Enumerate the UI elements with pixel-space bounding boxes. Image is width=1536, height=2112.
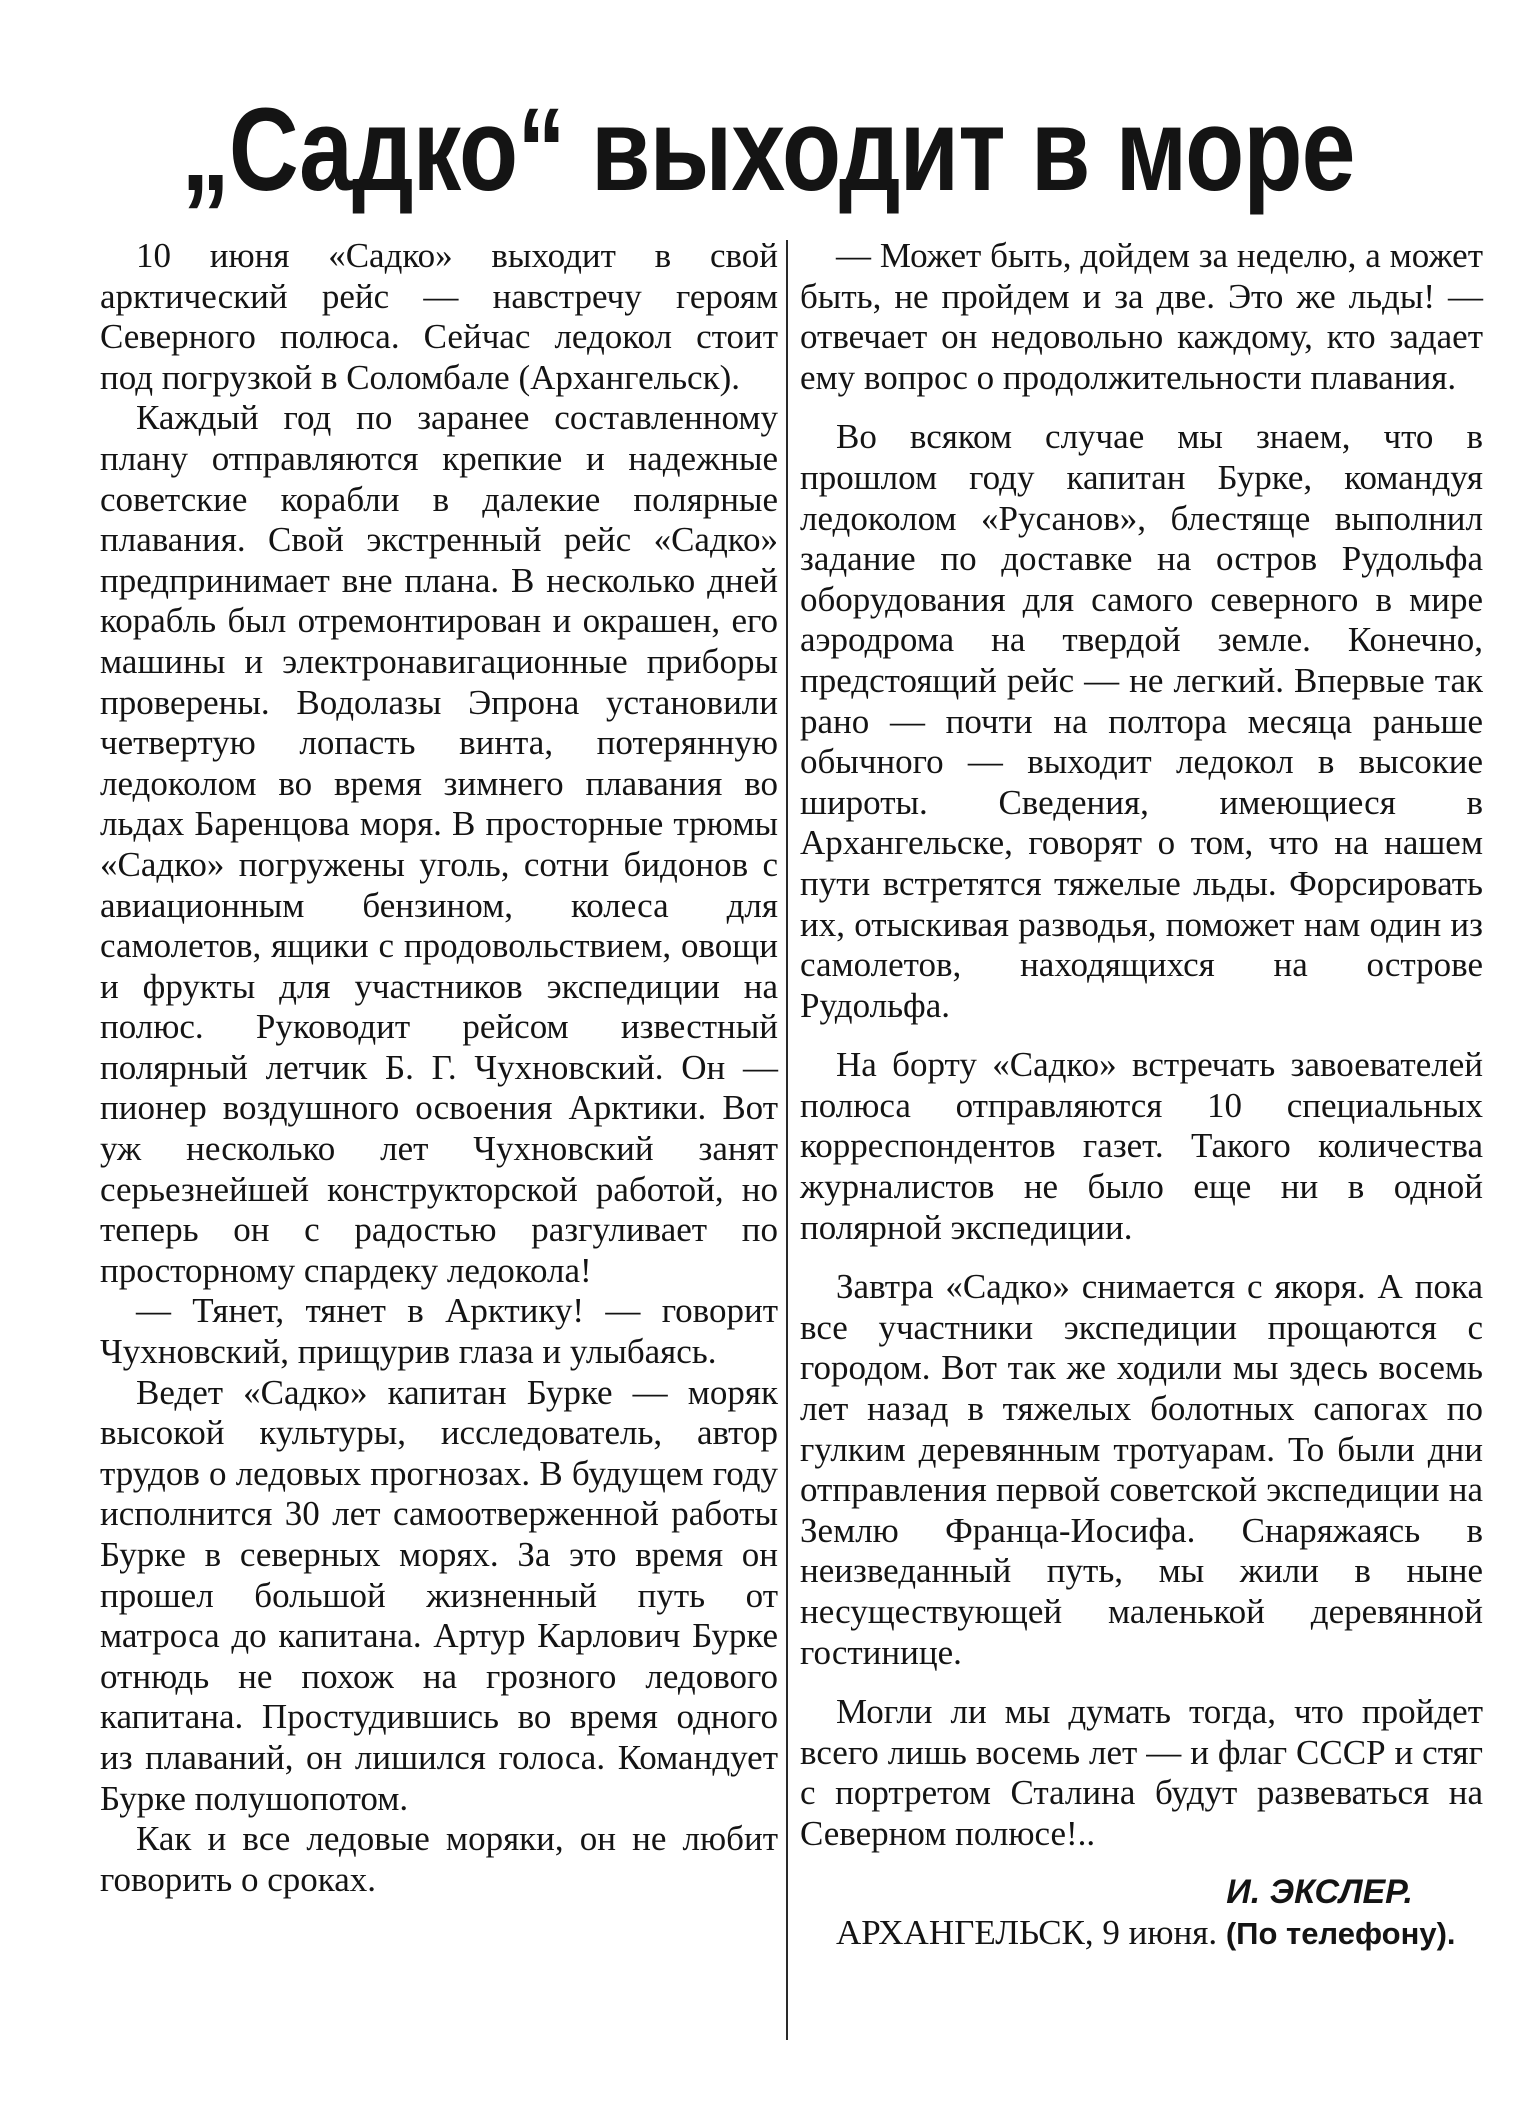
paragraph: Во всяком случае мы знаем, что в прошлом году капитан Бурке, командуя ледоколом «Русанов», блестяще выполнил задание по доставке на остров Рудольфа оборудования для самого северного в мире аэродрома на твердой земле. Конечно, предстоящий рейс — не легкий. Впервые так рано — почти на полтора месяца раньше обычного — выходит ледокол в высокие широты. Сведения, имеющиеся в Архангельске, говорят о том, что на нашем пути встретятся тяжелые льды. Форсировать их, отыскивая разводья, поможет нам один из самолетов, находящихся на острове Рудольфа. (800, 417, 1483, 1025)
paragraph: — Может быть, дойдем за неделю, а может быть, не пройдем и за две. Это же льды! — отвечает он недовольно каждому, кто задает ему вопрос о продолжительности плавания. (800, 236, 1483, 397)
paragraph: — Тянет, тянет в Арктику! — говорит Чухновский, прищурив глаза и улыбаясь. (100, 1291, 778, 1372)
dateline (800, 1913, 1483, 1955)
paragraph: Каждый год по заранее составленному плану отправляются крепкие и надежные советские корабли в далекие полярные плавания. Свой экстренный рейс «Садко» предпринимает вне плана. В несколько дней корабль был отремонтирован и окрашен, его машины и электронавигационные приборы проверены. Водолазы Эпрона установили четвертую лопасть винта, потерянную ледоколом во время зимнего плавания во льдах Баренцова моря. В просторные трюмы «Садко» погружены уголь, сотни бидонов с авиационным бензином, колеса для самолетов, ящики с продовольствием, овощи и фрукты для участников экспедиции на полюс. Руководит рейсом известный полярный летчик Б. Г. Чухновский. Он — пионер воздушного освоения Арктики. Вот уж несколько лет Чухновский занят серьезнейшей конструкторской работой, но теперь он с радостью разгуливает по просторному спардеку ледокола! (100, 398, 778, 1290)
paragraph: На борту «Садко» встречать завоевателей полюса отправляются 10 специальных корреспондентов газет. Такого количества журналистов не было еще ни в одной полярной экспедиции. (800, 1045, 1483, 1247)
article-column-right (800, 236, 1483, 1954)
article-headline: „Садко“ выходит в море (181, 84, 1355, 216)
author-signature: И. ЭКСЛЕР. (1226, 1872, 1413, 1911)
paragraph: 10 июня «Садко» выходит в свой арктический рейс — навстречу героям Северного полюса. Сейчас ледокол стоит под погрузкой в Соломбале (Архангельск). (100, 236, 778, 397)
paragraph: Ведет «Садко» капитан Бурке — моряк высокой культуры, исследователь, автор трудов о ледовых прогнозах. В будущем году исполнится 30 лет самоотверженной работы Бурке в северных морях. За это время он прошел большой жизненный путь от матроса до капитана. Артур Карлович Бурке отнюдь не похож на грозного ледового капитана. Простудившись во время одного из плаваний, он лишился голоса. Командует Бурке полушопотом. (100, 1372, 778, 1818)
dateline-note: (По телефону). (1225, 1915, 1456, 1951)
paragraph: Как и все ледовые моряки, он не любит говорить о сроках. (100, 1819, 778, 1899)
column-divider (786, 240, 788, 2040)
article-column-left (100, 236, 778, 1900)
dateline-place: АРХАНГЕЛЬСК, 9 июня. (836, 1912, 1218, 1952)
paragraph: Могли ли мы думать тогда, что пройдет всего лишь восемь лет — и флаг СССР и стяг с портретом Сталина будут развеваться на Северном полюсе!.. (800, 1692, 1483, 1853)
paragraph: Завтра «Садко» снимается с якоря. А пока все участники экспедиции прощаются с городом. Вот так же ходили мы здесь восемь лет назад в тяжелых болотных сапогах по гулким деревянным тротуарам. То были дни отправления первой советской экспедиции на Землю Франца-Иосифа. Снаряжаясь в неизведанный путь, мы жили в ныне несуществующей маленькой деревянной гостинице. (800, 1267, 1483, 1672)
